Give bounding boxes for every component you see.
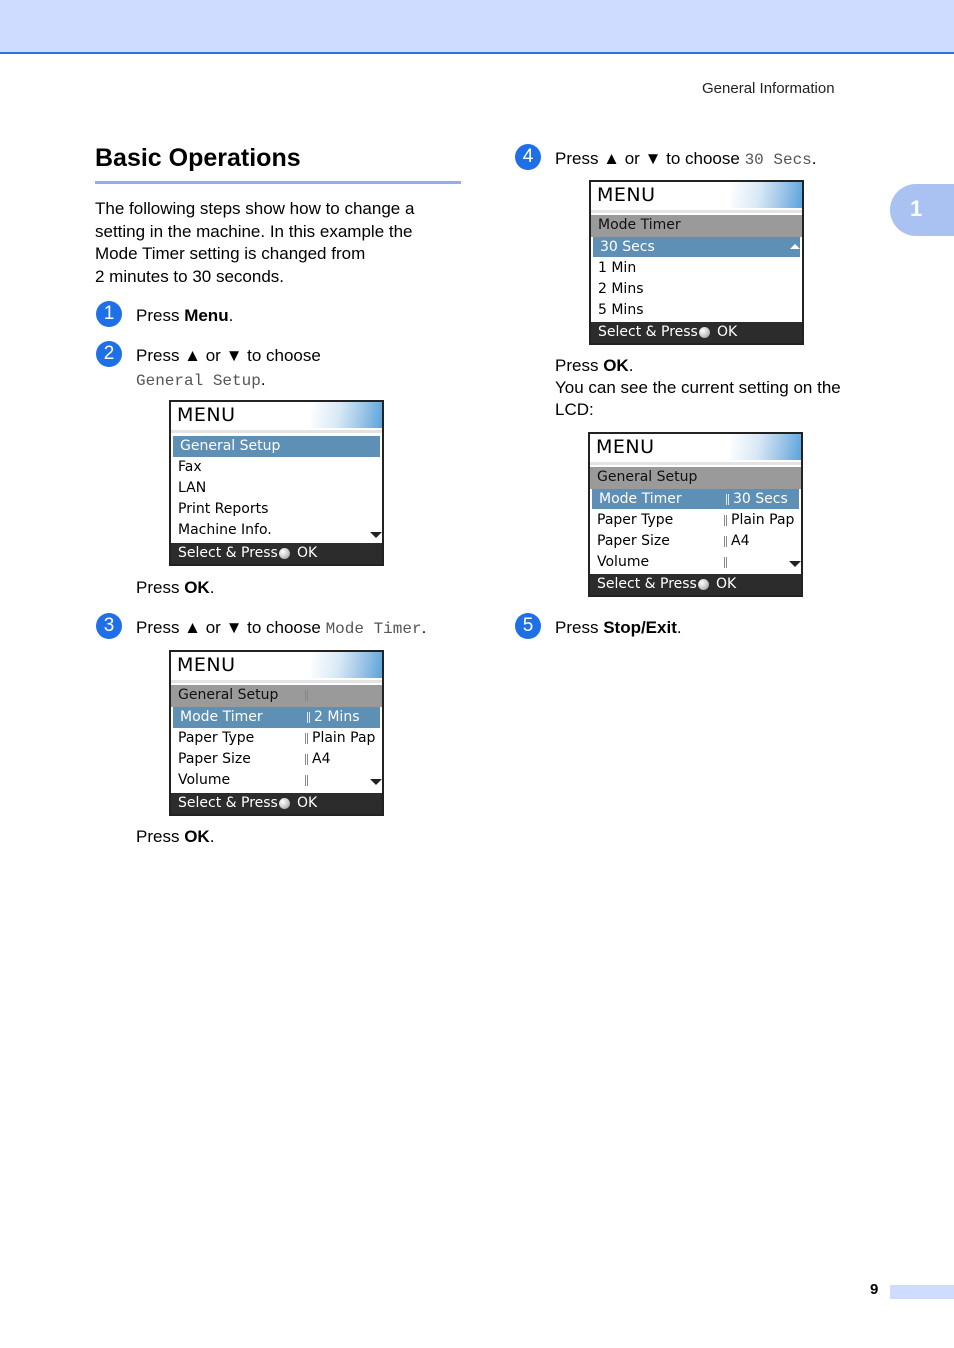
step-3-text: Press ▲ or ▼ to choose Mode Timer. (136, 618, 427, 638)
step-3-badge: 3 (96, 613, 122, 639)
section-header: General Information (702, 80, 835, 97)
step-5-text: Press Stop/Exit. (555, 618, 682, 637)
step-4-badge: 4 (515, 144, 541, 170)
lcd-item: Paper Type Plain Pap (178, 730, 376, 746)
lcd-footer: Select & Press OK (171, 543, 382, 564)
menu-key: Menu (184, 306, 229, 325)
lcd-item: Paper Size A4 (178, 751, 331, 767)
intro-line: Mode Timer setting is changed from (95, 244, 366, 263)
lcd-header-row: General Setup (171, 685, 382, 707)
ok-button-icon (698, 579, 709, 590)
step-2-code-line: General Setup. (136, 370, 266, 390)
intro-line: setting in the machine. In this example the (95, 221, 413, 241)
lcd-footer: Select & Press OK (171, 793, 382, 814)
step-2-badge: 2 (96, 341, 122, 367)
ok-button-icon (279, 548, 290, 559)
lcd-title: MENU (177, 404, 236, 426)
chapter-number: 1 (910, 196, 923, 221)
lcd-highlight-row: General Setup (173, 436, 380, 457)
lcd-item: Volume (590, 552, 801, 573)
lcd-swoosh-graphic (730, 434, 801, 460)
lcd-header-row: Mode Timer (591, 215, 802, 237)
step-5-badge: 5 (515, 613, 541, 639)
lcd-screen-3: MENU Mode Timer 30 Secs 1 Min 2 Mins 5 Mins Select & Press OK (589, 180, 804, 345)
scroll-up-icon (790, 244, 800, 249)
step-3-after: Press OK. (136, 827, 215, 846)
lcd-highlight-row: 30 Secs (593, 237, 800, 257)
code-mode-timer: Mode Timer (325, 620, 422, 638)
step-2-text: Press ▲ or ▼ to choose (136, 346, 321, 365)
page-number: 9 (870, 1281, 879, 1298)
lcd-item: Fax (178, 459, 202, 475)
lcd-item: LAN (178, 480, 207, 496)
lcd-item: Paper Size A4 (597, 533, 750, 549)
intro-paragraph (95, 198, 475, 288)
lcd-swoosh-graphic (731, 182, 802, 208)
lcd-swoosh-graphic (311, 652, 382, 678)
lcd-item: 2 Mins (598, 281, 644, 297)
stop-exit-key: Stop/Exit (603, 618, 677, 637)
step-4-text: Press ▲ or ▼ to choose 30 Secs. (555, 149, 817, 169)
step-1-badge: 1 (96, 301, 122, 327)
lcd-item: Machine Info. (178, 522, 272, 538)
intro-line: The following steps show how to change a (95, 199, 415, 218)
lcd-highlight-row: Mode Timer 30 Secs (592, 489, 799, 509)
lcd-screen-4: MENU General Setup Mode Timer 30 Secs Paper Type Plain Pap Paper Size A4 Volume Select & Press OK (588, 432, 803, 597)
step-2-after: Press OK. (136, 578, 215, 597)
page-title: Basic Operations (95, 144, 301, 172)
lcd-screen-1 (169, 400, 384, 566)
lcd-item: 5 Mins (598, 302, 644, 318)
lcd-swoosh-graphic (311, 402, 382, 428)
title-underline (95, 181, 461, 184)
code-30-secs: 30 Secs (744, 151, 812, 169)
scroll-down-icon (370, 779, 382, 785)
lcd-item: 1 Min (598, 260, 637, 276)
lcd-highlight-row: Mode Timer 2 Mins (173, 707, 380, 728)
lcd-item: Paper Type Plain Pap (597, 512, 795, 528)
chapter-tab (890, 184, 954, 236)
scroll-down-icon (789, 561, 801, 567)
lcd-item: Volume (171, 770, 382, 791)
lcd-header-row: General Setup (590, 467, 801, 489)
step-4-note-line: LCD: (555, 400, 594, 419)
lcd-screen-2: MENU General Setup Mode Timer 2 Mins Paper Type Plain Pap Paper Size A4 Volume Select & Press OK (169, 650, 384, 816)
page-number-bar (890, 1285, 954, 1299)
lcd-footer: Select & Press OK (591, 322, 802, 343)
step-4-after: Press OK. (555, 356, 634, 375)
code-general-setup: General Setup (136, 372, 261, 390)
lcd-item: Print Reports (178, 501, 269, 517)
lcd-footer: Select & Press OK (590, 574, 801, 595)
top-band (0, 0, 954, 54)
step-4-note-line: You can see the current setting on the (555, 378, 841, 397)
scroll-down-icon (370, 532, 382, 538)
ok-button-icon (279, 798, 290, 809)
ok-button-icon (699, 327, 710, 338)
step-1-text: Press Menu. (136, 306, 234, 325)
intro-line: 2 minutes to 30 seconds. (95, 266, 285, 286)
